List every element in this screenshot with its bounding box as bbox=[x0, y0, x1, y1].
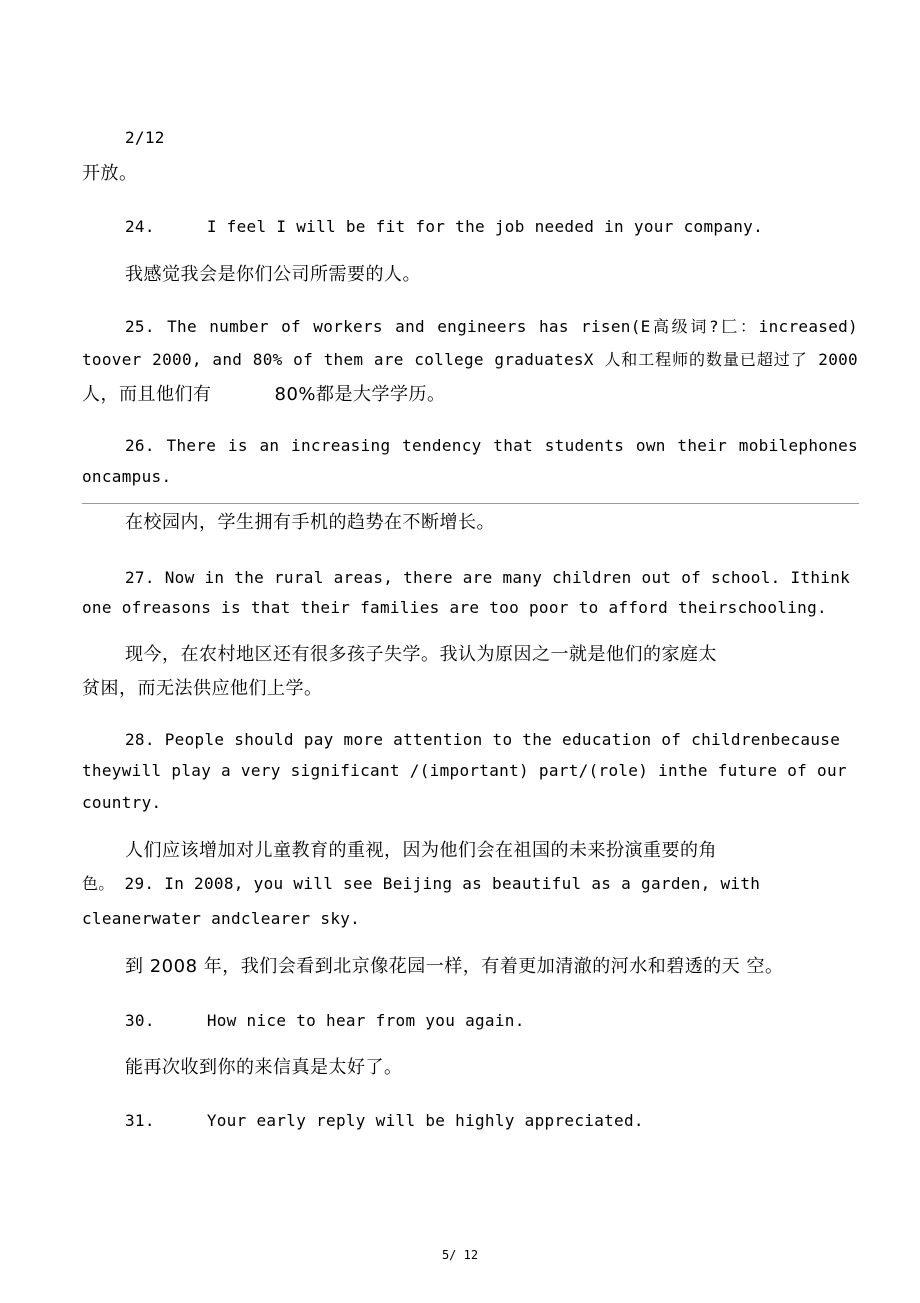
item-30-english-text: How nice to hear from you again. bbox=[206, 1011, 525, 1030]
item-29-mixed-line: 色。 29. In 2008, you will see Beijing as beautiful as a garden, with bbox=[82, 874, 761, 893]
item-27-chinese-line1: 现今，在农村地区还有很多孩子失学。我认为原因之一就是他们的家庭太 bbox=[125, 644, 717, 665]
item-29-english-line2: cleanerwater andclearer sky. bbox=[82, 909, 361, 928]
item-25-chinese-part-b: 80%都是大学学历。 bbox=[274, 384, 446, 405]
page-ref: 2/12 bbox=[125, 128, 165, 147]
item-25-english-line1: 25. The number of workers and engineers has risen(E高级词?匚：increased) bbox=[125, 317, 858, 336]
horizontal-divider bbox=[82, 503, 859, 504]
item-31-english bbox=[125, 1111, 644, 1131]
item-31-english-text: Your early reply will be highly appreciated. bbox=[206, 1111, 644, 1130]
item-26-english-line2: oncampus. bbox=[82, 467, 172, 486]
item-25-english-line2: toover 2000, and 80% of them are college graduatesX 人和工程师的数量已超过了 2000 bbox=[82, 350, 858, 369]
item-26-chinese: 在校园内，学生拥有手机的趋势在不断增长。 bbox=[125, 512, 495, 533]
item-24-english bbox=[125, 217, 763, 237]
item-24-english-text: I feel I will be fit for the job needed in your company. bbox=[206, 217, 764, 236]
item-27-chinese-line2: 贫困，而无法供应他们上学。 bbox=[82, 678, 323, 699]
item-29-chinese: 到 2008 年，我们会看到北京像花园一样，有着更加清澈的河水和碧透的天 空。 bbox=[125, 956, 784, 977]
item-30-english bbox=[125, 1011, 525, 1031]
carry-over-text: 开放。 bbox=[82, 163, 138, 184]
item-25-chinese-line3 bbox=[82, 384, 446, 406]
item-30-number: 30. bbox=[125, 1011, 155, 1030]
item-24-chinese: 我感觉我会是你们公司所需要的人。 bbox=[125, 264, 421, 285]
item-28-chinese-line1: 人们应该增加对儿童教育的重视，因为他们会在祖国的未来扮演重要的角 bbox=[125, 840, 717, 861]
item-26-english-line1: 26. There is an increasing tendency that students own their mobilephones bbox=[125, 436, 858, 455]
item-28-english-line1: 28. People should pay more attention to the education of childrenbecause bbox=[125, 730, 841, 749]
item-31-number: 31. bbox=[125, 1111, 155, 1130]
item-28-english-line3: country. bbox=[82, 793, 162, 812]
item-30-chinese: 能再次收到你的来信真是太好了。 bbox=[125, 1057, 403, 1078]
page-number: 5/ 12 bbox=[441, 1248, 479, 1262]
item-25-chinese-part-a: 人，而且他们有 bbox=[82, 384, 212, 405]
item-27-english-line2: one ofreasons is that their families are too poor to afford theirschooling. bbox=[82, 598, 827, 617]
item-24-number: 24. bbox=[125, 217, 155, 236]
item-28-english-line2: theywill play a very significant /(important) part/(role) inthe future of our bbox=[82, 761, 847, 780]
item-27-english-line1: 27. Now in the rural areas, there are many children out of school. Ithink bbox=[125, 568, 851, 587]
